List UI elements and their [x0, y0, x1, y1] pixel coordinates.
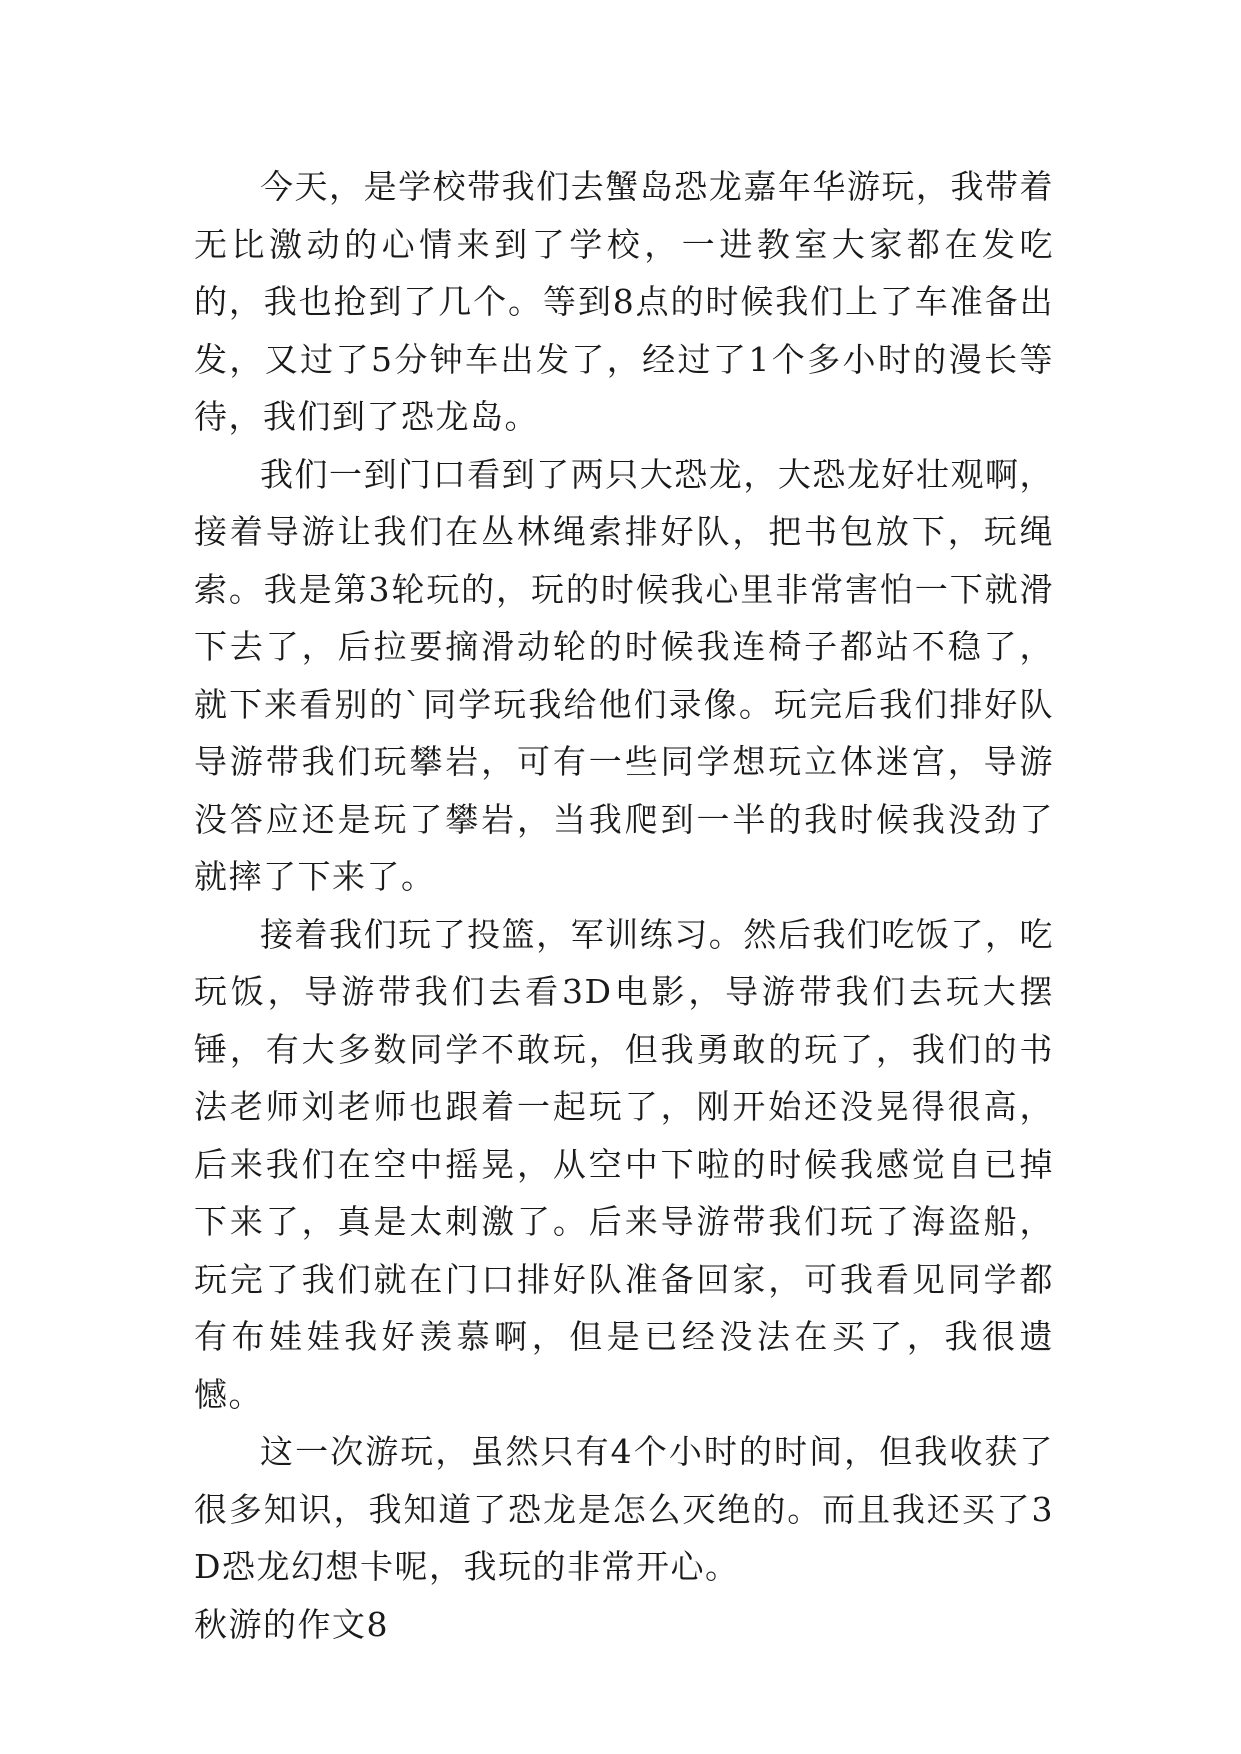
paragraph-4: 这一次游玩，虽然只有4个小时的时间，但我收获了很多知识，我知道了恐龙是怎么灭绝的。而且我还买了3D恐龙幻想卡呢，我玩的非常开心。 [194, 1432, 1054, 1586]
essay-body [194, 158, 1054, 1653]
paragraph-2: 我们一到门口看到了两只大恐龙，大恐龙好壮观啊，接着导游让我们在丛林绳索排好队，把书包放下，玩绳索。我是第3轮玩的，玩的时候我心里非常害怕一下就滑下去了，后拉要摘滑动轮的时候我连椅子都站不稳了，就下来看别的`同学玩我给他们录像。玩完后我们排好队导游带我们玩攀岩，可有一些同学想玩立体迷宫，导游没答应还是玩了攀岩，当我爬到一半的我时候我没劲了就摔了下来了。 [194, 454, 1054, 896]
paragraph-3: 接着我们玩了投篮，军训练习。然后我们吃饭了，吃玩饭，导游带我们去看3D电影，导游带我们去玩大摆锤，有大多数同学不敢玩，但我勇敢的玩了，我们的书法老师刘老师也跟着一起玩了，刚开始还没晃得很高，后来我们在空中摇晃，从空中下啦的时候我感觉自已掉下来了，真是太刺激了。后来导游带我们玩了海盗船，玩完了我们就在门口排好队准备回家，可我看见同学都有布娃娃我好羡慕啊，但是已经没法在买了，我很遗憾。 [194, 914, 1054, 1414]
paragraph-1: 今天，是学校带我们去蟹岛恐龙嘉年华游玩，我带着无比激动的心情来到了学校，一进教室大家都在发吃的，我也抢到了几个。等到8点的时候我们上了车准备出发，又过了5分钟车出发了，经过了1个多小时的漫长等待，我们到了恐龙岛。 [194, 167, 1054, 436]
section-heading: 秋游的作文8 [194, 1604, 389, 1644]
